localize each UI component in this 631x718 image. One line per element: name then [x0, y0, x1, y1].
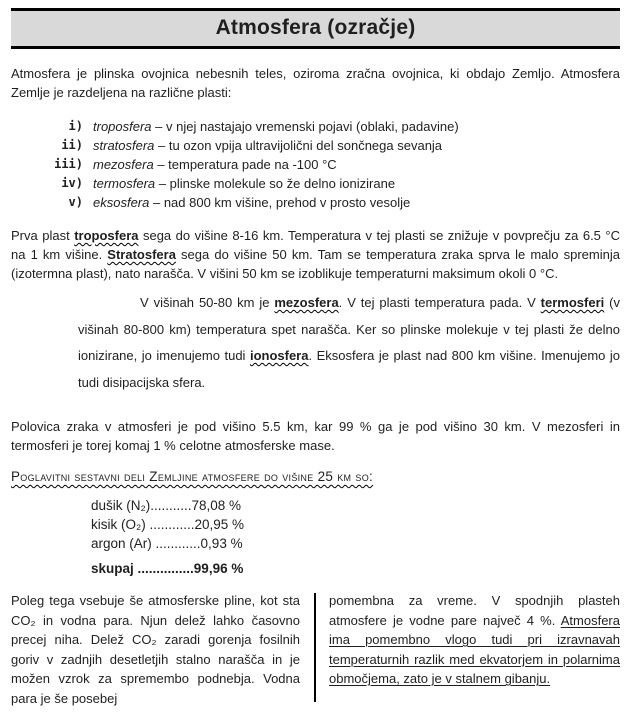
emphasized-term: ionosfera	[249, 348, 309, 363]
composition-row	[91, 496, 620, 515]
composition-value: 20,95 %	[194, 517, 245, 532]
composition-total-row	[91, 559, 620, 578]
list-marker: iv)	[61, 176, 83, 190]
list-item-text	[93, 193, 410, 212]
emphasized-term: mezosfera	[274, 295, 339, 310]
composition-heading: Poglavitni sestavni deli Zemljine atmosfere do višine 25 km so:	[11, 469, 374, 484]
emphasized-term: termosferi	[540, 295, 605, 310]
text-run: pomembna za vreme. V spodnjih plasteh atmosfere je vodne pare največ 4 %.	[329, 593, 620, 628]
layer-term: troposfera	[93, 119, 152, 134]
layer-term: stratosfera	[93, 138, 155, 153]
text-run: Prva plast	[11, 228, 75, 243]
layer-desc: – nad 800 km višine, prehod v prosto vesolje	[149, 195, 411, 210]
composition-value: 0,93 %	[200, 536, 243, 551]
list-marker: i)	[68, 119, 83, 133]
list-item	[11, 117, 620, 136]
intro-paragraph: Atmosfera je plinska ovojnica nebesnih teles, oziroma zračna ovojnica, ki obdajo Zemljo. Atmosfera Zemlje je razdeljena na različne plasti:	[11, 66, 620, 100]
text-run: sega do višine 8-16 km. Temperatura v tej plasti se znižuje v povprečju za 6.5 °C na 1 km višine.	[11, 228, 620, 262]
layer-term: termosfera	[93, 176, 156, 191]
list-item-text	[93, 117, 459, 136]
layer-desc: – tu ozon vpija ultravijolični del sončnega sevanja	[154, 138, 443, 153]
text-run: . V tej plasti temperatura pada. V	[338, 295, 541, 310]
text-run: . Eksosfera je plast nad 800 km višine. Imenujemo jo tudi disipacijska sfera.	[78, 348, 620, 390]
emphasized-term: troposfera	[74, 228, 139, 243]
layer-term: eksosfera	[93, 195, 150, 210]
list-item-text	[93, 155, 337, 174]
list-item-text	[93, 174, 395, 193]
emphasized-term: Atmosfera ima pomembno vlogo tudi pri izravnavah temperaturnih razlik med ekvatorjem in polarnima območjema, zato je v stalnem gibanju.	[329, 612, 620, 686]
composition-label: dušik (N₂)	[91, 498, 151, 513]
composition-label: kisik (O₂)	[91, 517, 150, 532]
dot-leader: ............	[155, 536, 201, 551]
composition-row	[91, 534, 620, 553]
left-column-text: Poleg tega vsebuje še atmosferske pline, kot sta CO₂ in vodna para. Njun delež lahko časovno precej niha. Delež CO₂ zaradi gorenja fosilnih goriv v zadnjih desetletjih stalno narašča in je možen vzrok za spremembo podnebja. Vodna para je še posebej	[11, 593, 300, 706]
dot-leader: ...........	[150, 498, 192, 513]
list-marker: ii)	[61, 138, 83, 152]
composition-value: 99,96 %	[193, 561, 244, 576]
atmosphere-layers-list	[11, 117, 620, 212]
dot-leader: ............	[149, 517, 195, 532]
composition-table	[91, 496, 620, 578]
layer-desc: – v njej nastajajo vremenski pojavi (oblaki, padavine)	[151, 119, 459, 134]
composition-label: skupaj	[91, 561, 138, 576]
layer-term: mezosfera	[93, 157, 154, 172]
list-marker: v)	[68, 195, 83, 209]
composition-label: argon (Ar)	[91, 536, 156, 551]
document-header	[11, 8, 620, 49]
column-divider	[314, 593, 316, 702]
two-column-section	[11, 591, 620, 708]
layer-desc: – plinske molekule so že delno ionizirane	[155, 176, 396, 191]
list-marker: iii)	[54, 157, 83, 171]
emphasized-term: Stratosfera	[107, 247, 176, 262]
paragraph-mezosfera-termosfera	[78, 290, 620, 396]
text-run: (v višinah 80-800 km) temperatura spet narašča. Ker so plinske molekuje v tej plasti že delno ionizirane, jo imenujemo tudi	[78, 295, 620, 363]
list-item	[11, 136, 620, 155]
dot-leader: ...............	[137, 561, 194, 576]
composition-value: 78,08 %	[191, 498, 242, 513]
page-title: Atmosfera (ozračje)	[215, 16, 416, 39]
list-item	[11, 193, 620, 212]
composition-row	[91, 515, 620, 534]
layer-desc: – temperatura pade na -100 °C	[153, 157, 337, 172]
paragraph-air-mass: Polovica zraka v atmosferi je pod višino 5.5 km, kar 99 % ga je pod višino 30 km. V mezosferi in termosferi je torej komaj 1 % celotne atmosferske mase.	[11, 419, 620, 453]
list-item	[11, 155, 620, 174]
list-item-text	[93, 136, 442, 155]
right-column-text	[329, 591, 620, 708]
paragraph-troposfera-stratosfera	[11, 226, 620, 283]
text-run: V višinah 50-80 km je	[140, 295, 275, 310]
text-run: sega do višine 50 km. Tam se temperatura zraka sprva le malo spreminja (izotermna plast), nato narašča. V višini 50 km se izoblikuje temperaturni maksimum okoli 0 °C.	[11, 247, 620, 281]
list-item	[11, 174, 620, 193]
